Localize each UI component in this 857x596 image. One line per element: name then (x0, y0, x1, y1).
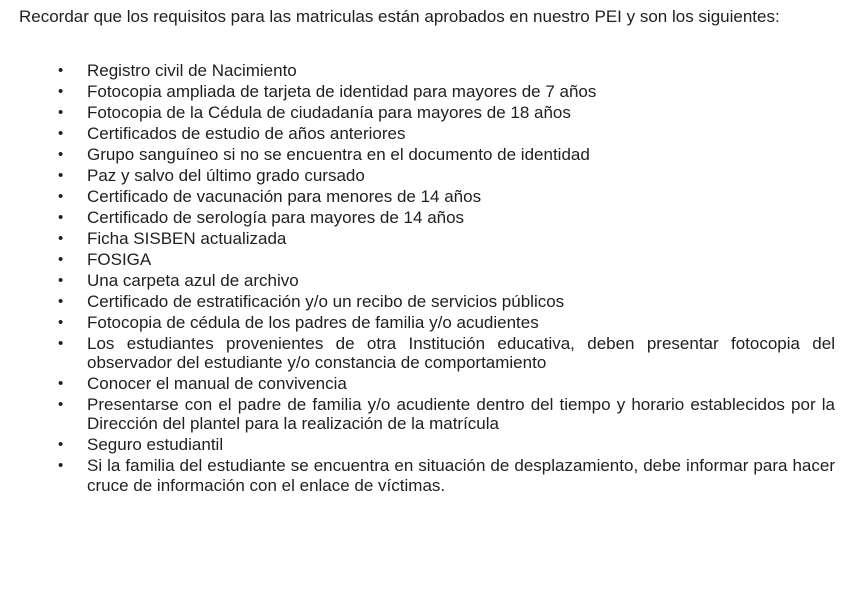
requirements-list (19, 61, 835, 495)
bullet-icon: • (58, 104, 64, 121)
requirement-text: Seguro estudiantil (87, 435, 224, 455)
list-item (19, 374, 835, 393)
intro-paragraph: Recordar que los requisitos para las matriculas están aprobados en nuestro PEI y son los siguientes: (19, 7, 780, 26)
bullet-icon: • (58, 230, 64, 247)
bullet-icon: • (58, 396, 64, 414)
list-item (19, 395, 835, 433)
list-item (19, 456, 835, 494)
bullet-icon: • (58, 314, 64, 331)
list-item (19, 82, 835, 101)
requirement-text: Grupo sanguíneo si no se encuentra en el documento de identidad (87, 145, 590, 164)
list-item (19, 271, 835, 290)
requirement-text: Los estudiantes provenientes de otra Institución educativa, deben presentar fotocopia del observador del estudiante y/o constancia de comportamiento (87, 334, 835, 373)
requirement-text: FOSIGA (87, 250, 152, 269)
list-item (19, 292, 835, 311)
requirement-text: Conocer el manual de convivencia (87, 374, 347, 394)
list-item (19, 61, 835, 80)
requirement-text: Una carpeta azul de archivo (87, 271, 299, 290)
requirement-text: Certificado de vacunación para menores de 14 años (87, 187, 482, 206)
bullet-icon: • (58, 293, 64, 310)
requirement-text: Fotocopia de cédula de los padres de familia y/o acudientes (87, 313, 539, 332)
requirement-text: Registro civil de Nacimiento (87, 61, 297, 80)
bullet-icon: • (58, 375, 64, 393)
bullet-icon: • (58, 209, 64, 226)
bullet-icon: • (58, 272, 64, 289)
requirement-text: Presentarse con el padre de familia y/o acudiente dentro del tiempo y horario establecidos por la Dirección del plantel para la realización de la matrícula (87, 395, 835, 434)
list-item (19, 124, 835, 143)
bullet-icon: • (58, 83, 64, 100)
list-item (19, 103, 835, 122)
requirement-text: Paz y salvo del último grado cursado (87, 166, 365, 185)
bullet-icon: • (58, 167, 64, 184)
bullet-icon: • (58, 335, 64, 352)
list-item (19, 187, 835, 206)
list-item (19, 334, 835, 372)
bullet-icon: • (58, 457, 64, 475)
requirement-text: Si la familia del estudiante se encuentra en situación de desplazamiento, debe informar para hacer cruce de información con el enlace de víctimas. (87, 456, 835, 495)
list-item (19, 166, 835, 185)
bullet-icon: • (58, 251, 64, 268)
bullet-icon: • (58, 188, 64, 205)
bullet-icon: • (58, 146, 64, 163)
requirement-text: Ficha SISBEN actualizada (87, 229, 287, 248)
list-item (19, 250, 835, 269)
bullet-icon: • (58, 62, 64, 79)
bullet-icon: • (58, 436, 64, 454)
list-item (19, 229, 835, 248)
requirement-text: Certificados de estudio de años anteriores (87, 124, 406, 143)
list-item (19, 435, 835, 454)
requirement-text: Fotocopia ampliada de tarjeta de identidad para mayores de 7 años (87, 82, 597, 101)
requirement-text: Certificado de serología para mayores de 14 años (87, 208, 465, 227)
list-item (19, 145, 835, 164)
list-item (19, 208, 835, 227)
list-item (19, 313, 835, 332)
bullet-icon: • (58, 125, 64, 142)
requirement-text: Fotocopia de la Cédula de ciudadanía para mayores de 18 años (87, 103, 571, 122)
requirement-text: Certificado de estratificación y/o un recibo de servicios públicos (87, 292, 565, 311)
